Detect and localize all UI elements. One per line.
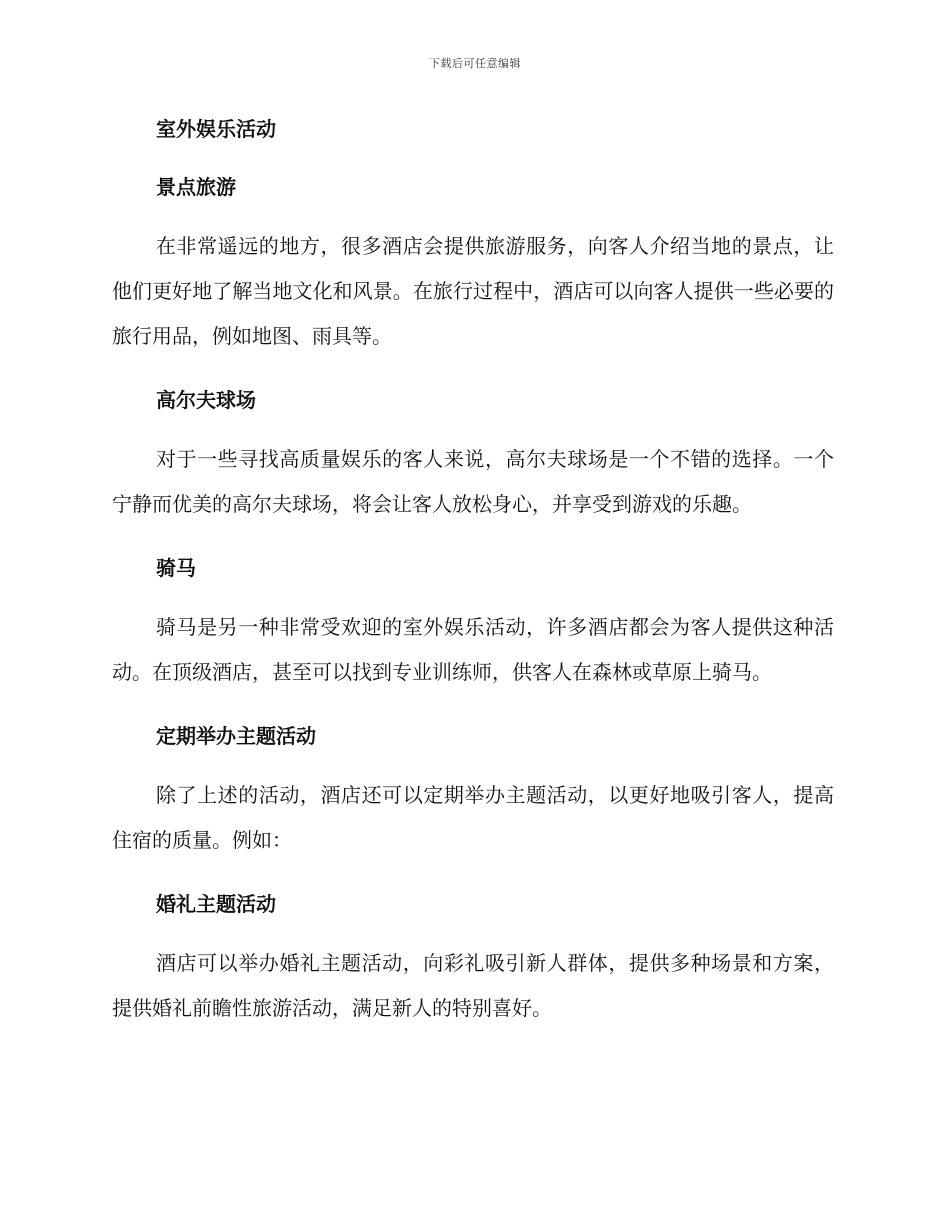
section-heading-sightseeing: 景点旅游 <box>156 175 236 199</box>
section-heading-theme-events: 定期举办主题活动 <box>156 724 316 748</box>
paragraph-theme-events: 除了上述的活动，酒店还可以定期举办主题活动，以更好地吸引客人，提高住宿的质量。例如： <box>112 783 834 852</box>
paragraph-golf: 对于一些寻找高质量娱乐的客人来说，高尔夫球场是一个不错的选择。一个宁静而优美的高尔夫球场，将会让客人放松身心，并享受到游戏的乐趣。 <box>112 447 834 516</box>
paragraph-sightseeing: 在非常遥远的地方，很多酒店会提供旅游服务，向客人介绍当地的景点，让他们更好地了解当地文化和风景。在旅行过程中，酒店可以向客人提供一些必要的旅行用品，例如地图、雨具等。 <box>112 234 834 348</box>
section-heading-golf: 高尔夫球场 <box>156 388 256 412</box>
paragraph-horse-riding: 骑马是另一种非常受欢迎的室外娱乐活动，许多酒店都会为客人提供这种活动。在顶级酒店，甚至可以找到专业训练师，供客人在森林或草原上骑马。 <box>112 615 834 684</box>
document-body <box>112 112 834 1031</box>
page-header: 下载后可任意编辑 <box>429 57 521 70</box>
section-heading-horse-riding: 骑马 <box>156 556 196 580</box>
section-heading-wedding-theme: 婚礼主题活动 <box>156 892 276 916</box>
paragraph-wedding-theme: 酒店可以举办婚礼主题活动，向彩礼吸引新人群体，提供多种场景和方案，提供婚礼前瞻性旅游活动，满足新人的特别喜好。 <box>112 951 834 1020</box>
section-heading-outdoor-entertainment: 室外娱乐活动 <box>156 117 276 141</box>
